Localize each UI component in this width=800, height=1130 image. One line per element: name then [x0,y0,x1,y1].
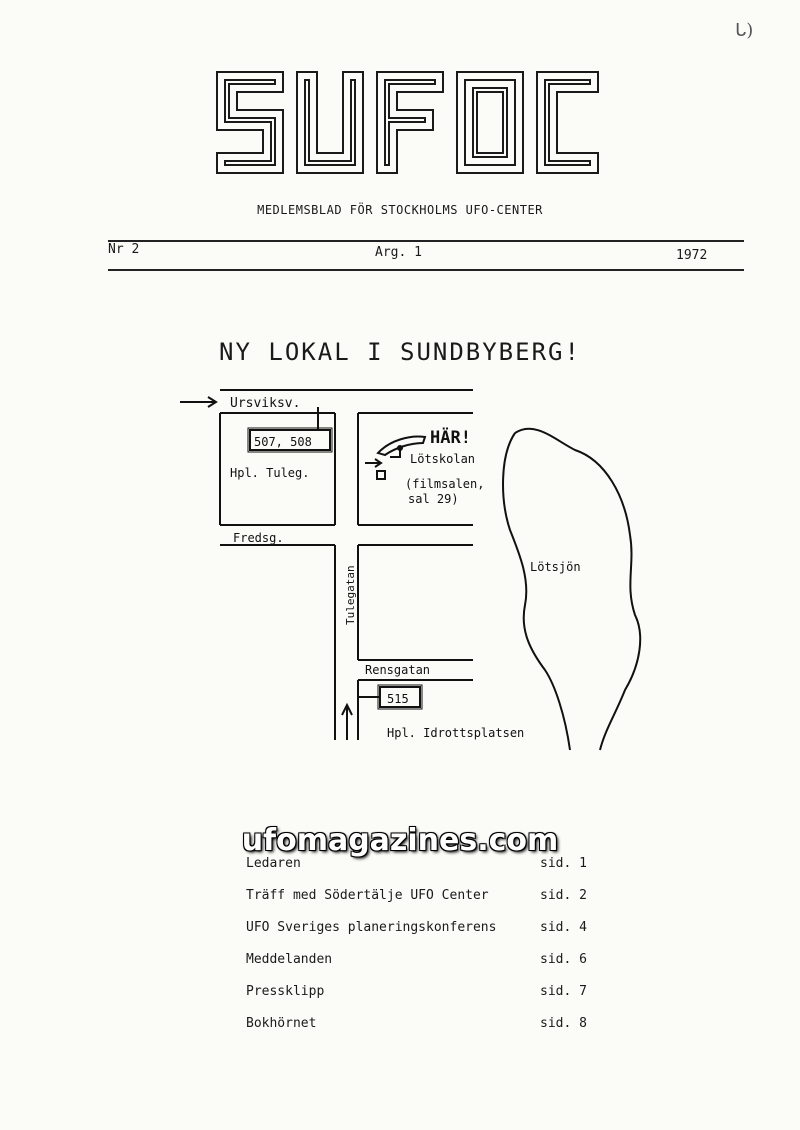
toc-page: sid. 4 [540,920,587,935]
toc-page: sid. 6 [540,952,587,967]
toc-row [246,984,606,1016]
handwritten-page-mark: ᒐ) [735,20,754,41]
street-label-rensgatan: Rensgatan [365,663,431,677]
here-label: HÄR! [430,428,471,448]
toc-title: Ledaren [246,856,301,871]
toc-page: sid. 8 [540,1016,587,1031]
street-label-tulegatan: Tulegatan [344,565,357,625]
volume-number: Arg. 1 [375,245,422,260]
watermark: ufomagazines.com [241,823,559,858]
toc-title: Meddelanden [246,952,333,967]
toc-title: Bokhörnet [246,1016,317,1031]
street-label-ursviksv: Ursviksv. [230,396,301,411]
toc-page: sid. 7 [540,984,587,999]
toc-row [246,952,606,984]
bus-stop-top-label: 507, 508 [254,435,312,449]
toc-row [246,920,606,952]
issue-bar-bottom-rule [108,269,744,271]
toc-row [246,888,606,920]
toc-page: sid. 2 [540,888,587,903]
issue-bar-top-rule [108,240,744,242]
school-label: Lötskolan [410,452,476,466]
issue-year: 1972 [676,248,708,263]
toc-title: Pressklipp [246,984,325,999]
lake-label: Lötsjön [530,560,581,574]
toc-page: sid. 1 [540,856,587,871]
room-label-line1: (filmsalen, [405,477,485,491]
sufoc-logo [215,70,600,175]
toc-title: UFO Sveriges planeringskonferens [246,920,497,935]
headline: NY LOKAL I SUNDBYBERG! [219,338,581,366]
location-map [175,385,645,755]
toc-row [246,856,606,888]
lake-shoreline [503,429,640,750]
room-label-line2: sal 29) [408,492,459,506]
masthead-subtitle: MEDLEMSBLAD FÖR STOCKHOLMS UFO-CENTER [257,203,543,217]
bus-stop-bottom-label: 515 [387,692,409,706]
stop-label-idrottsplatsen: Hpl. Idrottsplatsen [387,726,525,740]
issue-number: Nr 2 [108,242,140,257]
toc-row [246,1016,606,1048]
stop-label-tuleg: Hpl. Tuleg. [230,466,310,480]
table-of-contents [246,856,606,1048]
street-label-fredsg: Fredsg. [233,531,284,545]
toc-title: Träff med Södertälje UFO Center [246,888,489,903]
